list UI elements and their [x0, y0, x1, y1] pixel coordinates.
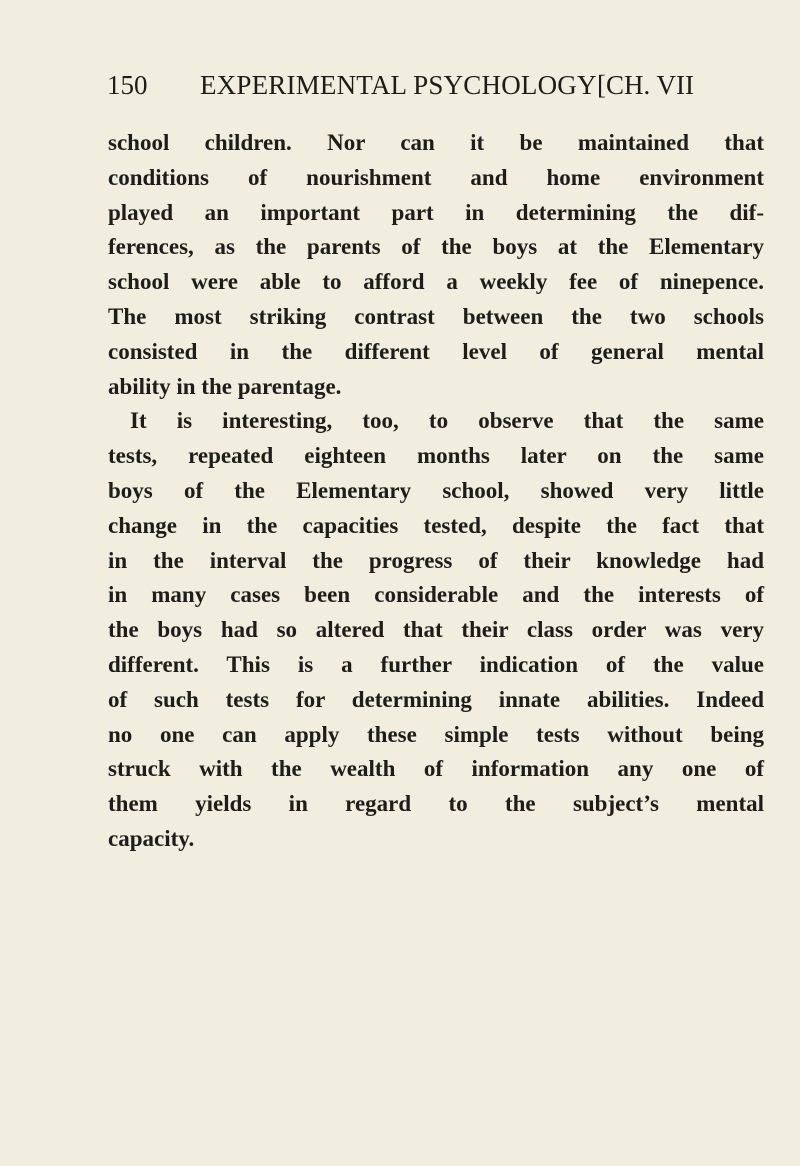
text-line: capacity.: [108, 825, 195, 851]
text-line: consisted in the different level of general mental: [108, 338, 764, 364]
page-number: 150: [107, 70, 148, 100]
text-line: played an important part in determining the dif-: [108, 199, 764, 225]
text-line: It is interesting, too, to observe that the same: [130, 408, 764, 434]
text-line: conditions of nourishment and home environment: [108, 164, 764, 190]
text-line: school were able to afford a weekly fee of ninepence.: [108, 269, 764, 295]
text-line: ability in the parentage.: [108, 373, 342, 399]
text-line: The most striking contrast between the two schools: [108, 303, 764, 329]
text-line: in many cases been considerable and the interests of: [108, 582, 764, 608]
text-line: struck with the wealth of information any one of: [108, 756, 764, 782]
text-line: boys of the Elementary school, showed very little: [108, 477, 764, 503]
running-title: EXPERIMENTAL PSYCHOLOGY: [200, 70, 597, 100]
text-line: of such tests for determining innate abilities. Indeed: [108, 686, 764, 712]
text-line: ferences, as the parents of the boys at the Elementary: [108, 234, 764, 260]
running-head: [0, 60, 800, 110]
text-line: the boys had so altered that their class order was very: [108, 617, 764, 643]
text-line: tests, repeated eighteen months later on the same: [108, 443, 764, 469]
text-line: different. This is a further indication of the value: [108, 651, 764, 677]
text-line: change in the capacities tested, despite the fact that: [108, 512, 764, 538]
text-line: them yields in regard to the subject’s mental: [108, 791, 764, 817]
text-line: in the interval the progress of their knowledge had: [108, 547, 764, 573]
chapter-label: [CH. VII: [597, 70, 694, 100]
text-line: school children. Nor can it be maintained that: [108, 130, 764, 155]
text-line: no one can apply these simple tests without being: [108, 721, 764, 747]
body-text: [108, 126, 764, 857]
